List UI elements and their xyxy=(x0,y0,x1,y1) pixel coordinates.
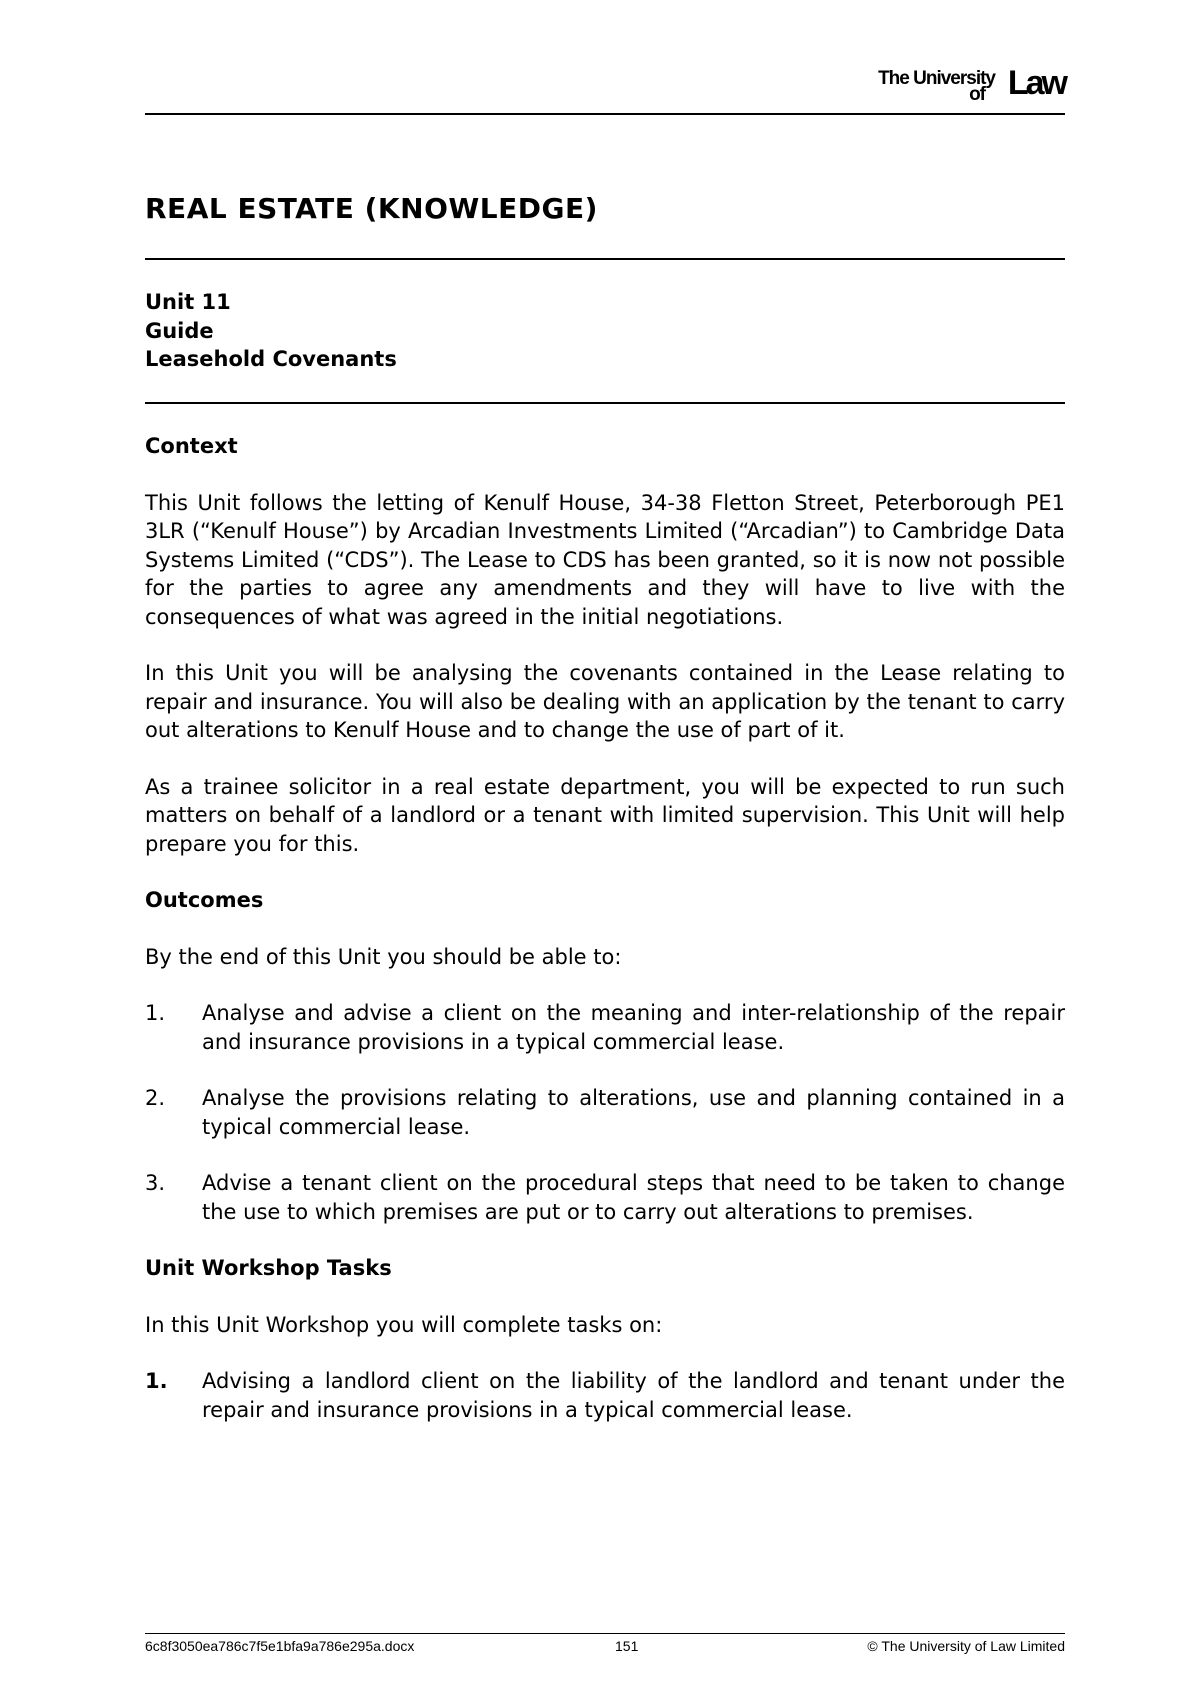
context-paragraph: In this Unit you will be analysing the covenants contained in the Lease relating to repair and insurance. You will also be dealing with an application by the tenant to carry out alterations to Kenulf House and to change the use of part of it. xyxy=(145,661,1065,742)
outcome-item xyxy=(145,999,1065,1056)
logo-line-3: Law xyxy=(1007,64,1065,102)
tasks-heading: Unit Workshop Tasks xyxy=(145,1256,392,1280)
unit-type: Guide xyxy=(145,318,214,343)
document-body xyxy=(145,432,1065,1452)
outcome-text: Analyse the provisions relating to alterations, use and planning contained in a typical commercial lease. xyxy=(202,1086,1065,1139)
outcome-item xyxy=(145,1084,1065,1141)
footer-page-number: 151 xyxy=(615,1638,639,1654)
university-logo xyxy=(865,60,1065,110)
logo-line-2: of xyxy=(969,84,985,105)
outcomes-list xyxy=(145,999,1065,1226)
outcome-text: Advise a tenant client on the procedural steps that need to be taken to change the use to which premises are put or to carry out alterations to premises. xyxy=(202,1171,1065,1224)
outcome-number: 3. xyxy=(145,1171,166,1195)
title-rule xyxy=(145,258,1065,260)
footer-rule xyxy=(145,1633,1065,1634)
outcomes-intro: By the end of this Unit you should be able to: xyxy=(145,944,622,969)
unit-rule xyxy=(145,402,1065,404)
unit-name: Leasehold Covenants xyxy=(145,347,397,371)
footer-filename: 6c8f3050ea786c7f5e1bfa9a786e295a.docx xyxy=(145,1638,415,1654)
header-rule xyxy=(145,113,1065,115)
outcome-number: 1. xyxy=(145,1001,166,1025)
outcome-text: Analyse and advise a client on the meaning and inter-relationship of the repair and insurance provisions in a typical commercial lease. xyxy=(202,1001,1065,1054)
outcome-item xyxy=(145,1169,1065,1226)
task-number: 1. xyxy=(145,1369,168,1393)
context-paragraph: As a trainee solicitor in a real estate department, you will be expected to run such matters on behalf of a landlord or a tenant with limited supervision. This Unit will help prepare you for this. xyxy=(145,774,1065,856)
tasks-list xyxy=(145,1367,1065,1424)
logo-line-1: The University xyxy=(878,68,995,89)
footer-copyright: © The University of Law Limited xyxy=(867,1638,1065,1654)
unit-number: Unit 11 xyxy=(145,290,231,314)
outcome-number: 2. xyxy=(145,1086,166,1110)
context-paragraph: This Unit follows the letting of Kenulf House, 34-38 Fletton Street, Peterborough PE1 3LR (“Kenulf House”) by Arcadian Investments Limited (“Arcadian”) to Cambridge Data Systems Limited (“CDS”). The Lease to CDS has been granted, so it is now not possible for the parties to agree any amendments and they will have to live with the consequences of what was agreed in the initial negotiations. xyxy=(145,490,1065,629)
outcomes-heading: Outcomes xyxy=(145,888,264,912)
context-heading: Context xyxy=(145,434,238,458)
task-item xyxy=(145,1367,1065,1424)
task-text: Advising a landlord client on the liability of the landlord and tenant under the repair and insurance provisions in a typical commercial lease. xyxy=(202,1369,1065,1422)
unit-info xyxy=(145,288,397,374)
tasks-intro: In this Unit Workshop you will complete tasks on: xyxy=(145,1312,663,1337)
document-title: REAL ESTATE (KNOWLEDGE) xyxy=(145,192,598,225)
